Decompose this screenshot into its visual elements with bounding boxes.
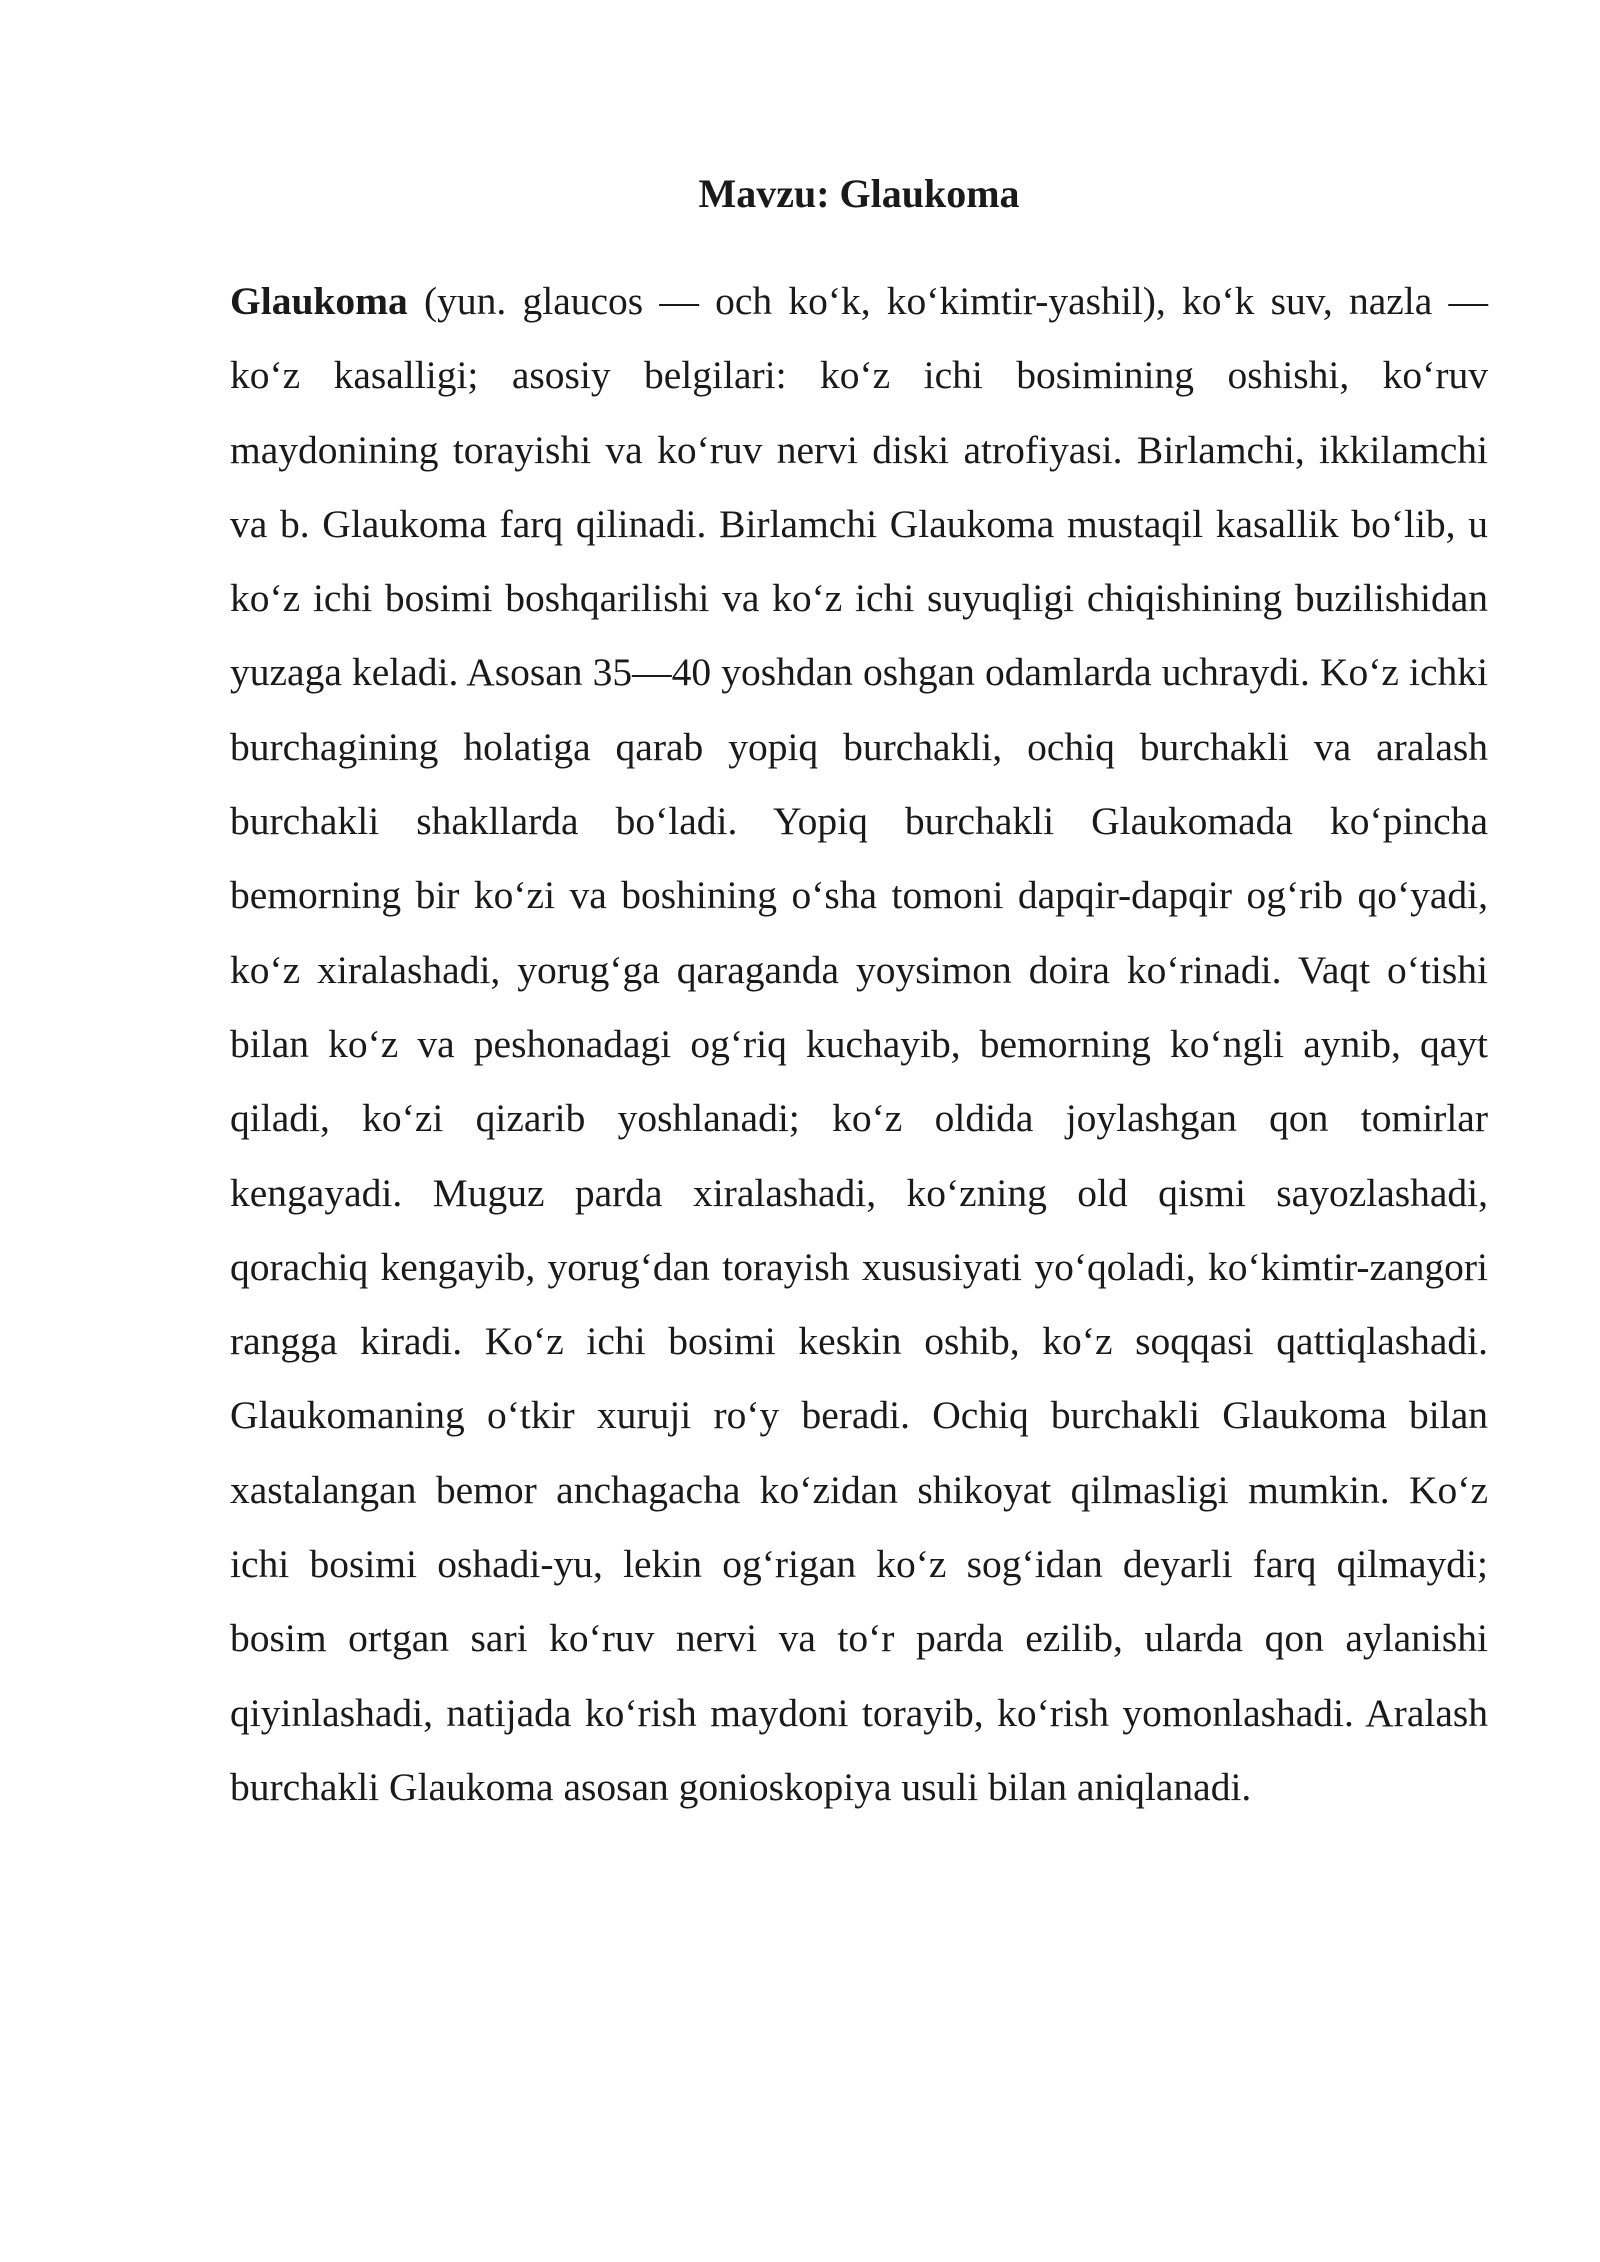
- term-glaukoma: Glaukoma: [230, 279, 408, 323]
- document-title: Mavzu: Glaukoma: [698, 171, 1020, 216]
- body-paragraph: [230, 264, 1488, 1824]
- paragraph-text: (yun. glaucos — och koʻk, koʻkimtir-yashil), koʻk suv, nazla — koʻz kasalligi; asosiy belgilari: koʻz ichi bosimining oshishi, koʻruv maydonining torayishi va koʻruv nervi diski atrofiyasi. Birlamchi, ikkilamchi va b. Glaukoma farq qilinadi. Birlamchi Glaukoma mustaqil kasallik boʻlib, u koʻz ichi bosimi boshqarilishi va koʻz ichi suyuqligi chiqishining buzilishidan yuzaga keladi. Asosan 35—40 yoshdan oshgan odamlarda uchraydi. Koʻz ichki burchagining holatiga qarab yopiq burchakli, ochiq burchakli va aralash burchakli shakllarda boʻladi. Yopiq burchakli Glaukomada koʻpincha bemorning bir koʻzi va boshining oʻsha tomoni dapqir-dapqir ogʻrib qoʻyadi, koʻz xiralashadi, yorugʻga qaraganda yoysimon doira koʻrinadi. Vaqt oʻtishi bilan koʻz va peshonadagi ogʻriq kuchayib, bemorning koʻngli aynib, qayt qiladi, koʻzi qizarib yoshlanadi; koʻz oldida joylashgan qon tomirlar kengayadi. Muguz parda xiralashadi, koʻzning old qismi sayozlashadi, qorachiq kengayib, yorugʻdan torayish xususiyati yoʻqoladi, koʻkimtir-zangori rangga kiradi. Koʻz ichi bosimi keskin oshib, koʻz soqqasi qattiqlashadi. Glaukomaning oʻtkir xuruji roʻy beradi. Ochiq burchakli Glaukoma bilan xastalangan bemor anchagacha koʻzidan shikoyat qilmasligi mumkin. Koʻz ichi bosimi oshadi-yu, lekin ogʻrigan koʻz sogʻidan deyarli farq qilmaydi; bosim ortgan sari koʻruv nervi va toʻr parda ezilib, ularda qon aylanishi qiyinlashadi, natijada koʻrish maydoni torayib, koʻrish yomonlashadi. Aralash burchakli Glaukoma asosan gonioskopiya usuli bilan aniqlanadi.: [230, 279, 1488, 1809]
